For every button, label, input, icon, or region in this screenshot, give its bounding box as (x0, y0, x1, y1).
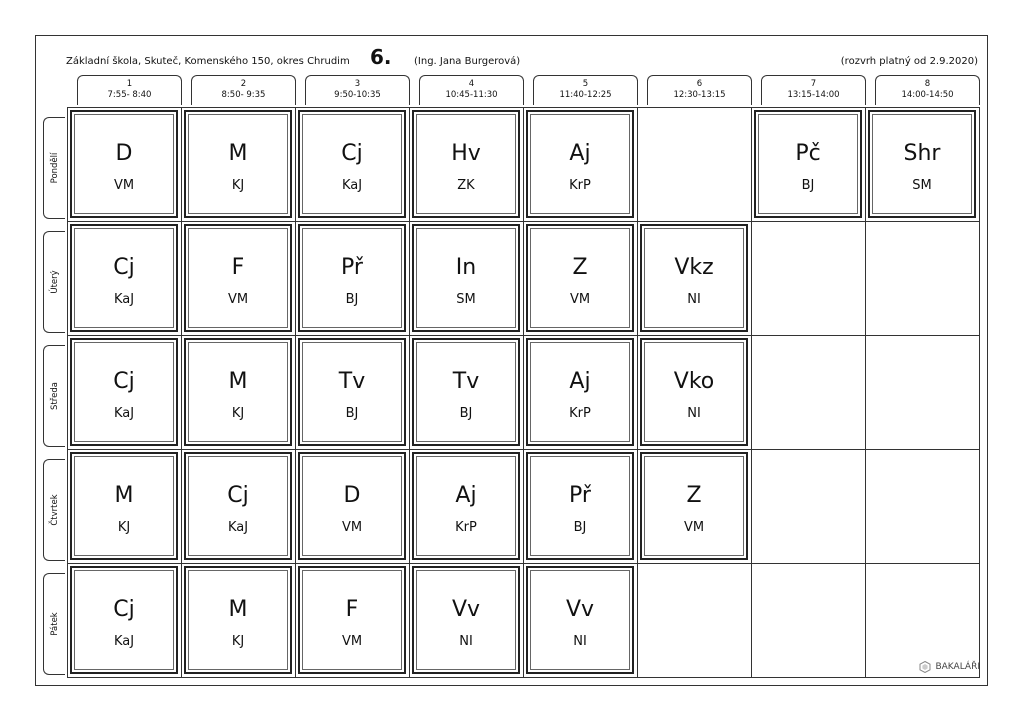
grid-column-line (637, 107, 638, 678)
period-number: 2 (240, 79, 247, 89)
period-number: 8 (924, 79, 931, 89)
period-number: 3 (354, 79, 361, 89)
period-time: 10:45-11:30 (445, 90, 498, 100)
period-time: 7:55- 8:40 (107, 90, 152, 100)
lesson-cell[interactable] (412, 566, 520, 674)
lesson-cell[interactable] (412, 452, 520, 560)
grid-row-line (67, 563, 980, 564)
day-label (43, 117, 65, 219)
lesson-cell[interactable] (184, 224, 292, 332)
day-name: Úterý (49, 270, 60, 294)
lesson-teacher: NI (573, 634, 587, 649)
lesson-teacher: KJ (231, 406, 245, 421)
lesson-teacher: BJ (345, 292, 359, 307)
lesson-teacher: VM (569, 292, 591, 307)
lesson-teacher: KJ (117, 520, 131, 535)
period-time: 12:30-13:15 (673, 90, 726, 100)
period-number: 4 (468, 79, 475, 89)
period-number: 1 (126, 79, 133, 89)
lesson-cell[interactable] (526, 566, 634, 674)
lesson-subject: Vv (451, 597, 481, 622)
day-name: Pátek (49, 612, 60, 636)
lesson-subject: F (231, 255, 245, 280)
lesson-subject: Hv (451, 141, 481, 166)
day-label (43, 459, 65, 561)
lesson-cell[interactable] (298, 224, 406, 332)
lesson-cell[interactable] (868, 110, 976, 218)
period-number: 6 (696, 79, 703, 89)
lesson-cell[interactable] (526, 110, 634, 218)
period-number: 5 (582, 79, 589, 89)
lesson-teacher: KaJ (113, 292, 135, 307)
lesson-cell[interactable] (70, 110, 178, 218)
lesson-teacher: VM (227, 292, 249, 307)
lesson-subject: D (343, 483, 361, 508)
lesson-cell[interactable] (640, 452, 748, 560)
lesson-teacher: VM (113, 178, 135, 193)
lesson-cell[interactable] (298, 452, 406, 560)
period-header (305, 75, 410, 105)
bakalari-logo (919, 661, 980, 673)
lesson-cell[interactable] (640, 338, 748, 446)
period-time: 8:50- 9:35 (221, 90, 266, 100)
period-header (419, 75, 524, 105)
lesson-subject: Aj (455, 483, 477, 508)
lesson-teacher: KrP (455, 520, 477, 535)
lesson-subject: D (115, 141, 133, 166)
period-header (533, 75, 638, 105)
period-header (77, 75, 182, 105)
period-time: 14:00-14:50 (901, 90, 954, 100)
lesson-teacher: BJ (801, 178, 815, 193)
grid-column-line (523, 107, 524, 678)
lesson-subject: Cj (113, 597, 135, 622)
lesson-cell[interactable] (70, 338, 178, 446)
lesson-subject: M (228, 597, 248, 622)
lesson-subject: Pč (795, 141, 821, 166)
lesson-subject: M (228, 141, 248, 166)
lesson-teacher: KaJ (341, 178, 363, 193)
bakalari-logo-icon (919, 661, 931, 673)
period-header (647, 75, 752, 105)
bakalari-brand: BAKALÁŘI (935, 662, 980, 672)
class-teacher: (Ing. Jana Burgerová) (414, 56, 521, 67)
lesson-subject: Z (686, 483, 702, 508)
period-header (875, 75, 980, 105)
lesson-teacher: BJ (345, 406, 359, 421)
grid-column-line (751, 107, 752, 678)
lesson-subject: Z (572, 255, 588, 280)
lesson-subject: Vko (673, 369, 715, 394)
grid-column-line (865, 107, 866, 678)
lesson-teacher: KaJ (113, 406, 135, 421)
lesson-teacher: KrP (569, 178, 591, 193)
lesson-teacher: ZK (457, 178, 475, 193)
lesson-teacher: NI (687, 292, 701, 307)
lesson-teacher: KrP (569, 406, 591, 421)
lesson-cell[interactable] (298, 566, 406, 674)
lesson-subject: Cj (227, 483, 249, 508)
lesson-cell[interactable] (526, 338, 634, 446)
lesson-cell[interactable] (754, 110, 862, 218)
lesson-cell[interactable] (184, 566, 292, 674)
lesson-cell[interactable] (70, 224, 178, 332)
lesson-cell[interactable] (412, 338, 520, 446)
lesson-teacher: VM (683, 520, 705, 535)
grid-column-line (181, 107, 182, 678)
lesson-teacher: VM (341, 634, 363, 649)
lesson-subject: F (345, 597, 359, 622)
lesson-cell[interactable] (298, 110, 406, 218)
lesson-teacher: NI (687, 406, 701, 421)
lesson-subject: Př (569, 483, 591, 508)
lesson-cell[interactable] (298, 338, 406, 446)
lesson-cell[interactable] (412, 110, 520, 218)
grid-column-line (295, 107, 296, 678)
lesson-cell[interactable] (70, 566, 178, 674)
period-header (761, 75, 866, 105)
lesson-cell[interactable] (412, 224, 520, 332)
lesson-teacher: BJ (573, 520, 587, 535)
lesson-teacher: KaJ (113, 634, 135, 649)
period-time: 13:15-14:00 (787, 90, 840, 100)
day-label (43, 231, 65, 333)
lesson-cell[interactable] (184, 452, 292, 560)
lesson-teacher: BJ (459, 406, 473, 421)
lesson-subject: M (228, 369, 248, 394)
class-number: 6. (370, 45, 392, 69)
lesson-cell[interactable] (184, 110, 292, 218)
lesson-subject: M (114, 483, 134, 508)
lesson-teacher: KaJ (227, 520, 249, 535)
day-name: Pondělí (49, 152, 60, 184)
lesson-subject: Př (341, 255, 363, 280)
grid-row-line (67, 335, 980, 336)
period-time: 9:50-10:35 (334, 90, 381, 100)
lesson-subject: Aj (569, 369, 591, 394)
valid-from: (rozvrh platný od 2.9.2020) (840, 56, 978, 67)
lesson-subject: Cj (113, 369, 135, 394)
period-time: 11:40-12:25 (559, 90, 612, 100)
school-name: Základní škola, Skuteč, Komenského 150, okres Chrudim (66, 56, 350, 67)
lesson-teacher: KJ (231, 634, 245, 649)
period-header (191, 75, 296, 105)
lesson-subject: Vkz (674, 255, 714, 280)
lesson-subject: Cj (113, 255, 135, 280)
day-label (43, 573, 65, 675)
lesson-cell[interactable] (526, 224, 634, 332)
lesson-teacher: SM (912, 178, 932, 193)
lesson-teacher: SM (456, 292, 476, 307)
lesson-subject: Aj (569, 141, 591, 166)
lesson-subject: Vv (565, 597, 595, 622)
day-name: Čtvrtek (49, 494, 60, 526)
lesson-teacher: KJ (231, 178, 245, 193)
day-label (43, 345, 65, 447)
lesson-teacher: NI (459, 634, 473, 649)
grid-column-line (409, 107, 410, 678)
grid-row-line (67, 449, 980, 450)
day-name: Středa (49, 382, 60, 410)
lesson-subject: Tv (452, 369, 480, 394)
lesson-cell[interactable] (526, 452, 634, 560)
lesson-subject: Tv (338, 369, 366, 394)
lesson-teacher: VM (341, 520, 363, 535)
lesson-subject: Shr (903, 141, 941, 166)
lesson-cell[interactable] (70, 452, 178, 560)
grid-row-line (67, 221, 980, 222)
lesson-subject: Cj (341, 141, 363, 166)
lesson-cell[interactable] (640, 224, 748, 332)
period-number: 7 (810, 79, 817, 89)
lesson-subject: In (455, 255, 477, 280)
lesson-cell[interactable] (184, 338, 292, 446)
